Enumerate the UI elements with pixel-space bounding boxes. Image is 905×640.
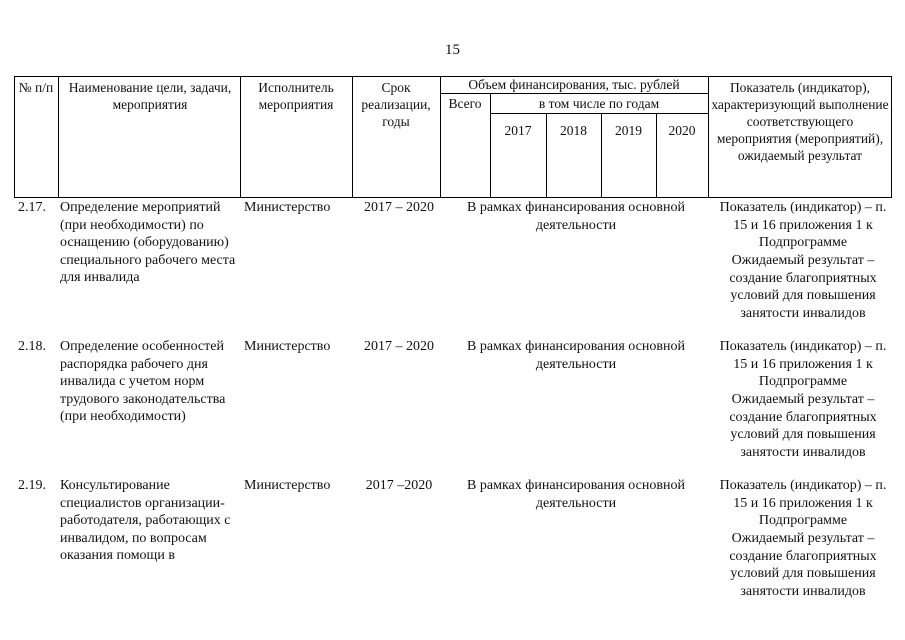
header-name: Наименование цели, задачи, мероприятия xyxy=(68,80,232,112)
row-name: Консультирование специалистов организации-работодателя, работающих с инвалидом, по вопросам оказания помощи в xyxy=(60,478,231,563)
header-year-2018: 2018 xyxy=(560,123,587,138)
header-year-2017: 2017 xyxy=(504,123,532,138)
header-num: № п/п xyxy=(18,80,54,95)
header-funding: Объем финансирования, тыс. рублей xyxy=(468,77,680,92)
row-indicator: Показатель (индикатор) – п. 15 и 16 приложения 1 к Подпрограмме xyxy=(719,478,887,528)
header-total: Всего xyxy=(448,96,482,111)
row-funding: В рамках финансирования основной деятельности xyxy=(467,200,685,233)
header-term: Срок реализации, годы xyxy=(361,80,431,129)
row-number: 2.18. xyxy=(18,339,46,354)
row-result: Ожидаемый результат – создание благоприятных условий для повышения занятости инвалидов xyxy=(729,392,877,460)
header-year-2019: 2019 xyxy=(615,123,642,138)
row-term: 2017 – 2020 xyxy=(364,200,434,215)
row-executor: Министерство xyxy=(244,478,331,493)
header-by-years: в том числе по годам xyxy=(538,96,660,111)
row-indicator: Показатель (индикатор) – п. 15 и 16 приложения 1 к Подпрограмме xyxy=(719,200,887,250)
row-funding: В рамках финансирования основной деятельности xyxy=(467,478,685,511)
row-indicator: Показатель (индикатор) – п. 15 и 16 приложения 1 к Подпрограмме xyxy=(719,339,887,389)
row-name: Определение мероприятий (при необходимости) по оснащению (оборудованию) специального рабочего места для инвалида xyxy=(60,200,236,285)
row-number: 2.17. xyxy=(18,200,46,215)
table-header xyxy=(0,76,905,198)
row-name: Определение особенностей распорядка рабочего дня инвалида с учетом норм трудового законодательства (при необходимости) xyxy=(60,339,226,424)
row-funding: В рамках финансирования основной деятельности xyxy=(467,339,685,372)
row-number: 2.19. xyxy=(18,478,46,493)
header-indicator: Показатель (индикатор), характеризующий выполнение соответствующего мероприятия (мероприятий), ожидаемый результат xyxy=(711,80,889,163)
row-result: Ожидаемый результат – создание благоприятных условий для повышения занятости инвалидов xyxy=(729,253,877,321)
row-term: 2017 – 2020 xyxy=(364,339,434,354)
row-result: Ожидаемый результат – создание благоприятных условий для повышения занятости инвалидов xyxy=(729,531,877,599)
row-executor: Министерство xyxy=(244,339,331,354)
row-executor: Министерство xyxy=(244,200,331,215)
page-number: 15 xyxy=(445,42,460,58)
header-executor: Исполнитель мероприятия xyxy=(258,80,334,112)
row-term: 2017 –2020 xyxy=(365,478,433,493)
header-year-2020: 2020 xyxy=(668,123,696,138)
